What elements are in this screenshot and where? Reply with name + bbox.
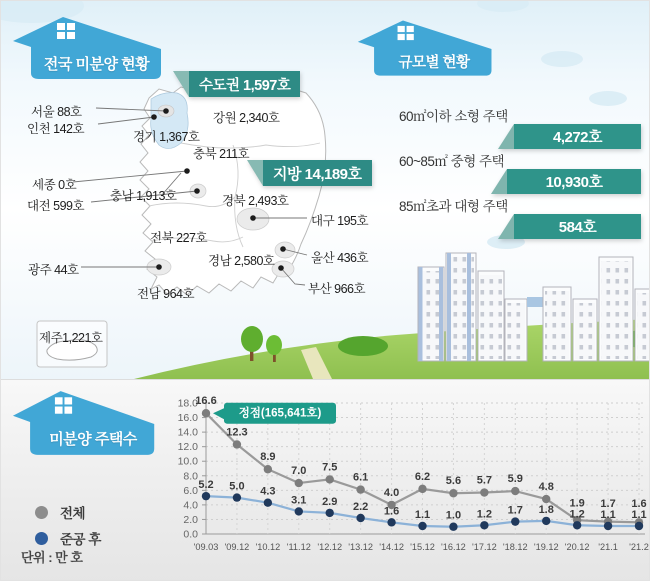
svg-text:5.6: 5.6: [445, 475, 462, 488]
svg-text:1.9: 1.9: [569, 497, 585, 510]
svg-text:10.0: 10.0: [177, 455, 198, 468]
national-status-header: [11, 13, 166, 85]
unit-label: 단위 : 만 호: [21, 550, 83, 565]
size-status-header: [356, 17, 496, 81]
jibang-banner-label: 지방 14,189호: [263, 160, 372, 186]
svg-text:'21.1: '21.1: [598, 542, 618, 552]
svg-text:12.0: 12.0: [177, 441, 198, 454]
svg-text:1.0: 1.0: [445, 509, 462, 522]
svg-text:1.1: 1.1: [600, 508, 616, 521]
svg-text:'09.03: '09.03: [193, 542, 219, 552]
svg-text:4.0: 4.0: [183, 499, 198, 512]
svg-text:5.0: 5.0: [229, 480, 245, 493]
svg-text:정점(165,641호): 정점(165,641호): [238, 407, 322, 420]
svg-text:8.9: 8.9: [260, 451, 276, 464]
svg-text:1.1: 1.1: [414, 508, 431, 521]
svg-text:16.0: 16.0: [177, 412, 198, 425]
sudogwon-banner: [173, 71, 300, 97]
region-label-jeonbuk: 전북 227호: [150, 231, 208, 245]
svg-text:7.0: 7.0: [291, 465, 307, 478]
svg-text:1.6: 1.6: [631, 497, 647, 510]
svg-text:1.6: 1.6: [383, 505, 400, 518]
svg-text:4.3: 4.3: [260, 485, 276, 498]
svg-text:'13.12: '13.12: [348, 542, 374, 552]
region-label-chungnam: 충남 1,913호: [110, 189, 177, 203]
svg-text:0.0: 0.0: [183, 528, 198, 541]
svg-text:'21.2: '21.2: [629, 542, 649, 552]
svg-text:1.7: 1.7: [507, 504, 523, 517]
size-label-large: 85㎡초과 대형 주택: [399, 199, 508, 214]
region-label-gyeonggi: 경기 1,367호: [133, 130, 200, 144]
unsold-chart: [151, 383, 650, 579]
svg-text:12.3: 12.3: [226, 426, 248, 439]
svg-text:1.8: 1.8: [538, 503, 554, 516]
jibang-banner: [247, 160, 372, 186]
region-label-incheon: 인천 142호: [27, 122, 85, 136]
svg-text:6.1: 6.1: [352, 471, 369, 484]
svg-text:'18.12: '18.12: [502, 542, 528, 552]
svg-text:4.0: 4.0: [383, 486, 400, 499]
svg-text:2.0: 2.0: [183, 513, 198, 526]
svg-text:1.1: 1.1: [631, 508, 647, 521]
unsold-count-header: [11, 387, 159, 461]
region-label-daegu: 대구 195호: [311, 214, 369, 228]
size-banner-large: [498, 214, 641, 239]
svg-text:'16.12: '16.12: [441, 542, 466, 552]
size-banner-small: [498, 124, 641, 149]
svg-text:14.0: 14.0: [177, 426, 198, 439]
top-section: [1, 1, 650, 379]
region-label-gwangju: 광주 44호: [28, 263, 79, 277]
region-label-sejong: 세종 0호: [32, 178, 77, 192]
unsold-count-title: 미분양 주택수: [49, 430, 137, 448]
svg-text:5.7: 5.7: [476, 474, 493, 487]
region-label-ulsan: 울산 436호: [311, 251, 369, 265]
size-label-small: 60㎡이하 소형 주택: [399, 109, 508, 124]
size-value-medium: 10,930호: [507, 169, 641, 194]
svg-text:1.2: 1.2: [569, 508, 585, 521]
size-label-medium: 60~85㎡ 중형 주택: [399, 154, 505, 169]
completed-dot-icon: [35, 532, 48, 545]
svg-text:'20.12: '20.12: [564, 542, 590, 552]
svg-text:7.5: 7.5: [322, 461, 338, 474]
svg-text:'19.12: '19.12: [533, 542, 559, 552]
svg-text:8.0: 8.0: [183, 470, 198, 483]
svg-text:'15.12: '15.12: [410, 542, 435, 552]
svg-text:3.1: 3.1: [291, 494, 307, 507]
region-label-busan: 부산 966호: [308, 282, 366, 296]
svg-text:1.2: 1.2: [476, 508, 493, 521]
svg-text:'09.12: '09.12: [224, 542, 250, 552]
region-label-jeju: 제주1,221호: [39, 331, 103, 345]
size-status-title: 규모별 현황: [398, 54, 470, 71]
sudogwon-banner-label: 수도권 1,597호: [189, 71, 300, 97]
svg-text:2.2: 2.2: [352, 500, 369, 513]
total-dot-icon: [35, 506, 48, 519]
legend-label-total: 전체: [60, 506, 86, 521]
svg-text:6.2: 6.2: [414, 470, 431, 483]
legend-label-completed: 준공 후: [60, 532, 101, 547]
region-label-gangwon: 강원 2,340호: [213, 111, 280, 125]
region-label-gyeongnam: 경남 2,580호: [208, 254, 275, 268]
svg-text:5.9: 5.9: [507, 473, 523, 486]
size-value-small: 4,272호: [514, 124, 641, 149]
svg-text:'17.12: '17.12: [471, 542, 497, 552]
region-label-daejeon: 대전 599호: [27, 199, 85, 213]
size-banner-medium: [491, 169, 641, 194]
svg-text:'10.12: '10.12: [255, 542, 281, 552]
region-label-seoul: 서울 88호: [31, 105, 82, 119]
region-label-gyeongbuk: 경북 2,493호: [222, 194, 289, 208]
svg-text:16.6: 16.6: [195, 395, 217, 408]
national-status-title: 전국 미분양 현황: [43, 55, 150, 73]
legend-item-total: [35, 499, 101, 525]
svg-text:1.7: 1.7: [600, 497, 616, 510]
svg-text:'11.12: '11.12: [286, 542, 311, 552]
svg-text:'14.12: '14.12: [379, 542, 404, 552]
region-label-chungbuk: 충북 211호: [193, 147, 250, 161]
svg-text:4.8: 4.8: [538, 481, 554, 494]
svg-text:18.0: 18.0: [177, 397, 198, 410]
region-label-jeonnam: 전남 964호: [137, 287, 195, 301]
chart-legend: [35, 499, 101, 551]
svg-text:5.2: 5.2: [198, 479, 214, 492]
svg-text:'12.12: '12.12: [317, 542, 343, 552]
size-value-large: 584호: [514, 214, 641, 239]
bush-icon: [338, 336, 388, 356]
svg-text:2.9: 2.9: [322, 495, 338, 508]
svg-text:6.0: 6.0: [183, 484, 198, 497]
